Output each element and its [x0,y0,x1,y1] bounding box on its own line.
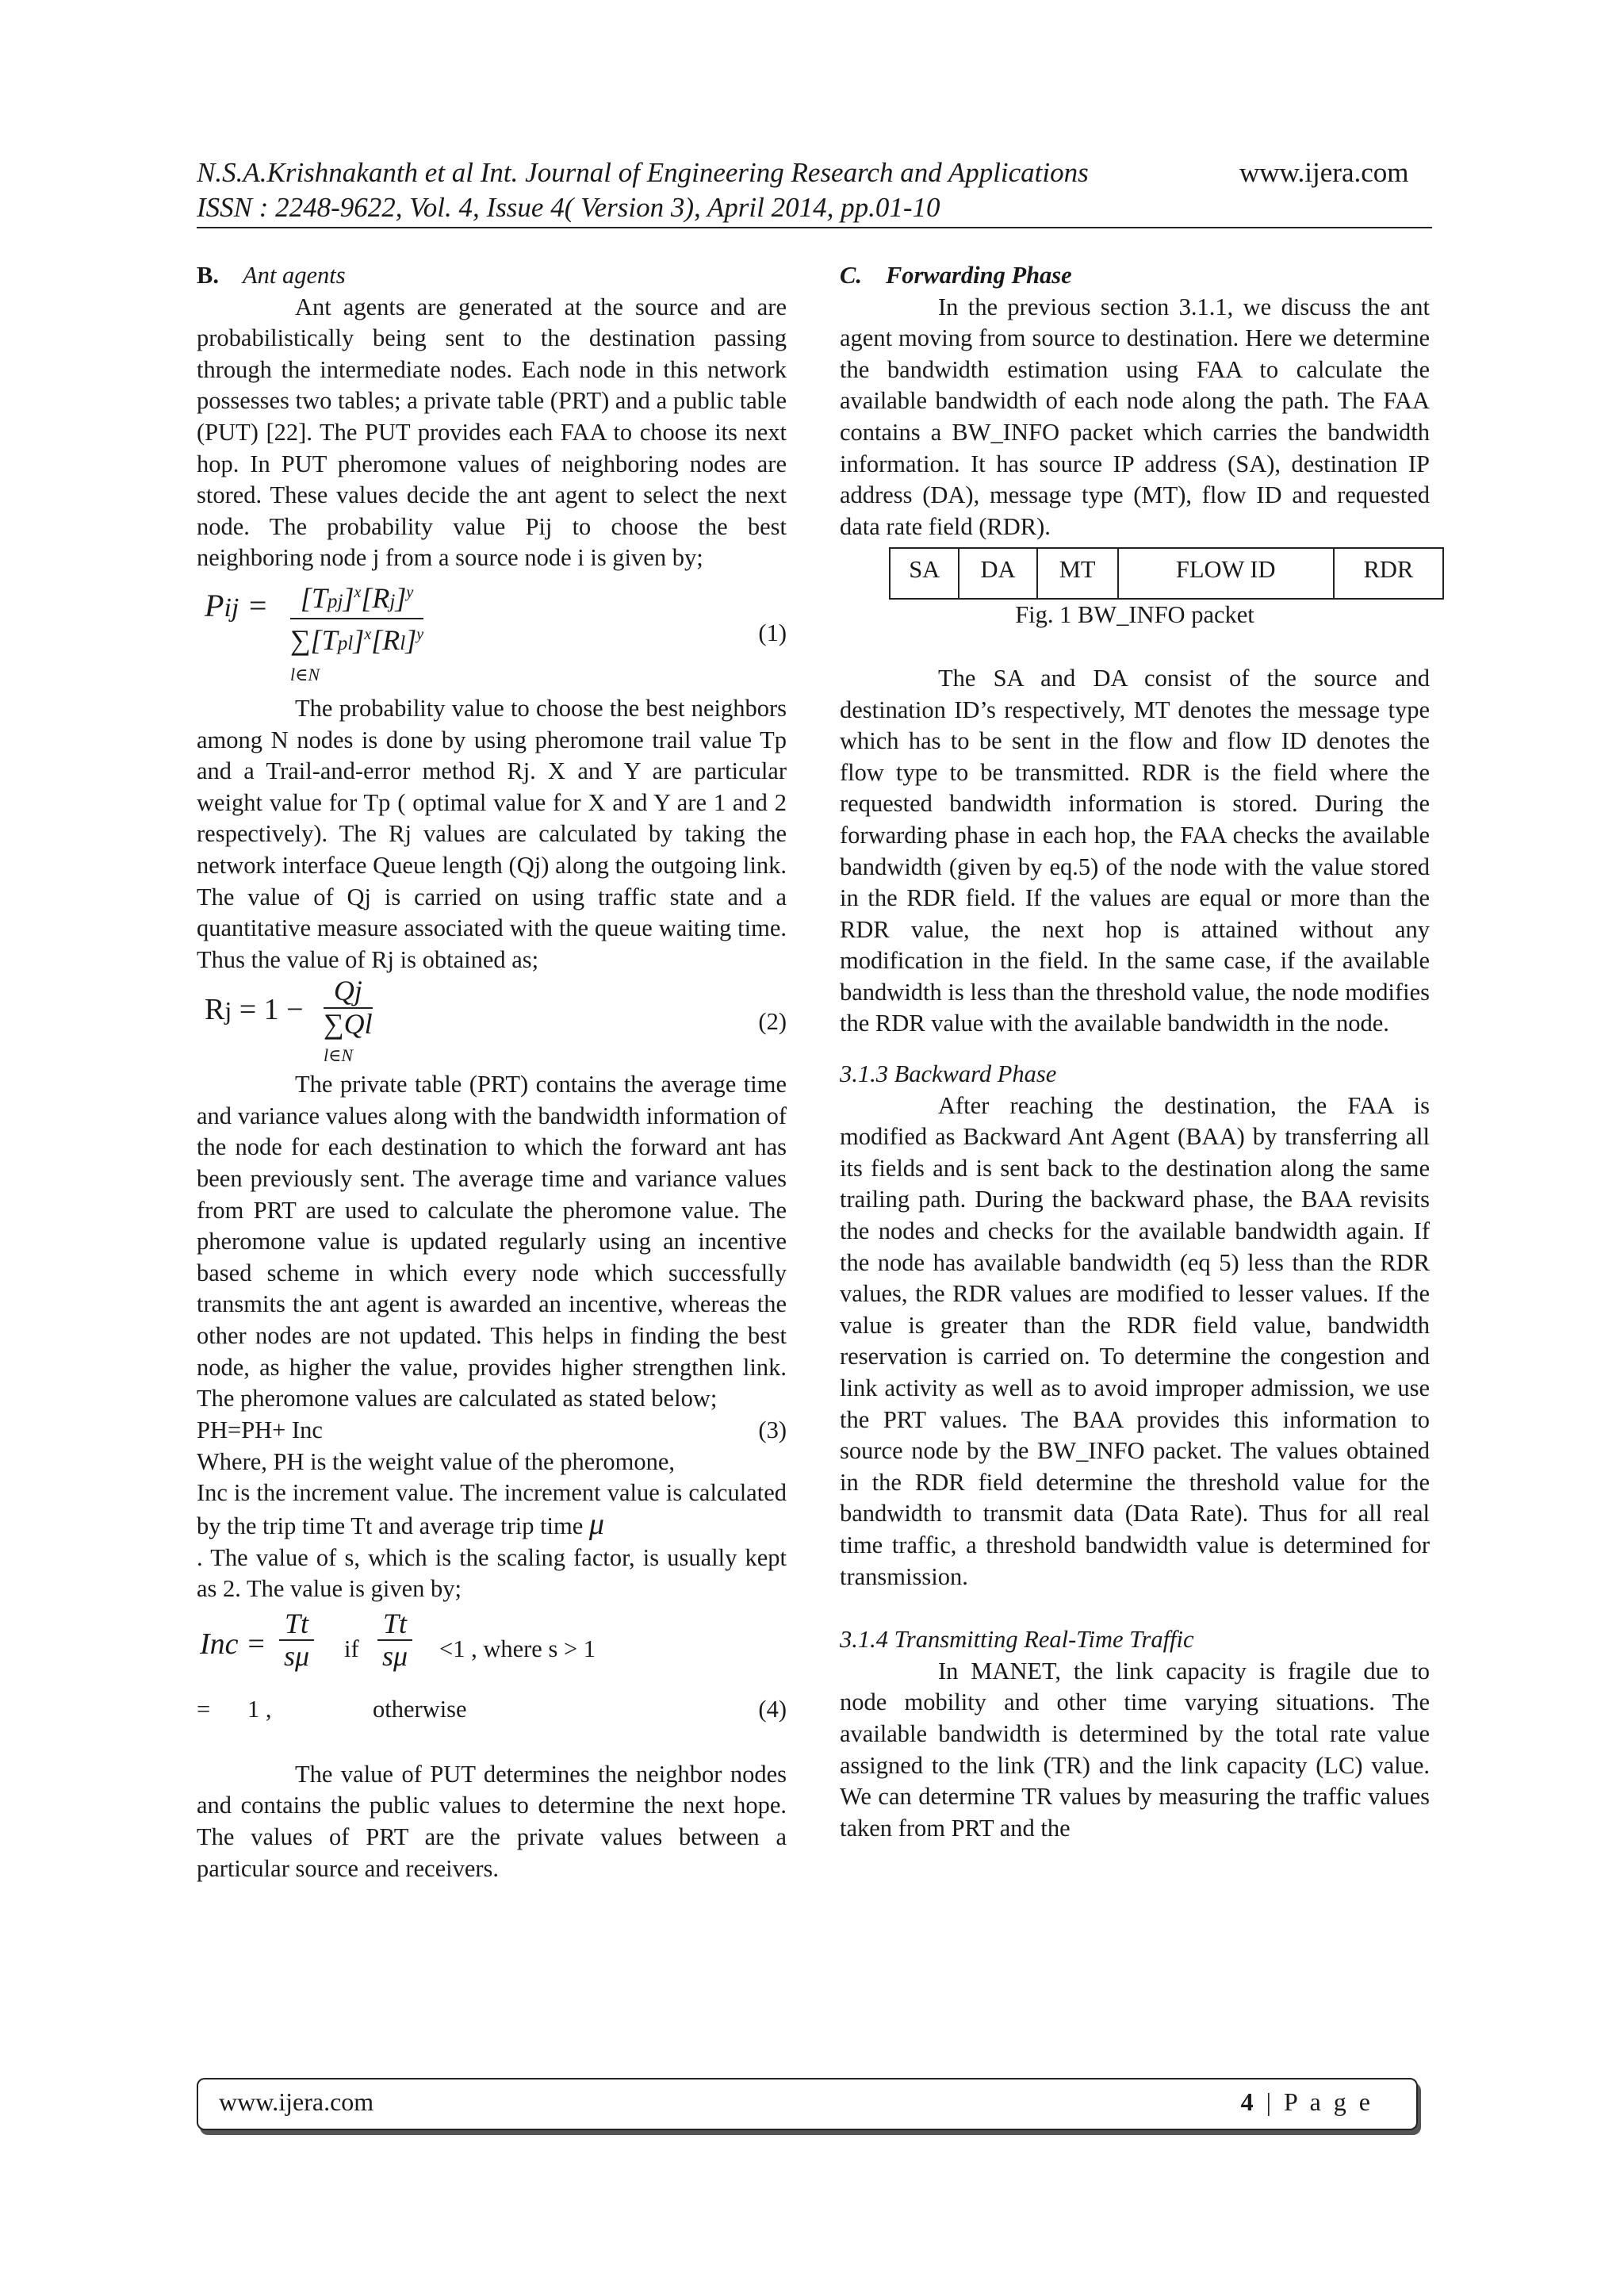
paragraph: After reaching the destination, the FAA is modified as Backward Ant Agent (BAA) by transferring all its fields and is sent back to the destination along the same trailing path. During the backward phase, the BAA revisits the nodes and checks for the available bandwidth again. If the node has available bandwidth (eq 5) less than the RDR values, the RDR values are modified to lesser values. If the value is greater than the RDR field value, bandwidth reservation is carried on. To determine the congestion and link activity as well as to avoid improper admission, we use the PRT values. The BAA provides this information to source node by the BW_INFO packet. The values obtained in the RDR field determine the threshold value for the bandwidth to transmit data (Data Rate). Thus for all real time traffic, a threshold bandwidth value is determined for transmission. [840,1091,1430,1590]
equation-2: Rj = 1 − Qj ∑Ql l∈N (2) [205,975,787,1066]
right-column [840,260,1430,1844]
header-rule [197,227,1432,228]
section-heading-real-time-traffic: 3.1.4 Transmitting Real-Time Traffic [840,1626,1194,1654]
paragraph: In MANET, the link capacity is fragile due to node mobility and other time varying situations. The available bandwidth is determined by the total rate value assigned to the link (TR) and the link capacity (LC) value. We can determine TR values by measuring the traffic values taken from PRT and the [840,1657,1430,1842]
header-url: www.ijera.com [1239,157,1409,188]
paragraph: The value of PUT determines the neighbor nodes and contains the public values to determine the next hope. The values of PRT are the private values between a particular source and receivers. [197,1760,787,1882]
page-number: 4 | P a g e [1240,2087,1373,2116]
paragraph: Inc is the increment value. The increment value is calculated by the trip time Tt and average trip time μ [197,1479,787,1541]
footer-url: www.ijera.com [219,2087,374,2116]
equation-1: Pij = $[Tpj]^x[Rj]^y$ $\sum[Tpl]^x[Rl]^y$ l∈N (1) [197,574,787,693]
equation-number: (3) [758,1416,787,1444]
journal-header-line1: N.S.A.Krishnakanth et al Int. Journal of Engineering Research and Applications [197,157,1089,188]
equation-number: (2) [758,1008,787,1036]
section-heading-backward-phase: 3.1.3 Backward Phase [840,1060,1057,1088]
paragraph: Ant agents are generated at the source and are probabilistically being sent to the destination passing through the intermediate nodes. Each node in this network possesses two tables; a private table (PRT) and a public table (PUT) [22]. The PUT provides each FAA to choose its next hop. In PUT pheromone values of neighboring nodes are stored. These values decide the ant agent to select the next node. The probability value Pij to choose the best neighboring node j from a source node i is given by; [197,293,787,572]
table-cell: FLOW ID [1118,548,1334,599]
table-cell: RDR [1334,548,1443,599]
equation-number: (1) [758,619,787,647]
paragraph: The SA and DA consist of the source and destination ID’s respectively, MT denotes the message type which has to be sent in the flow and flow ID denotes the flow type to be transmitted. RDR is the field where the requested bandwidth information is stored. During the forwarding phase in each hop, the FAA checks the available bandwidth (given by eq.5) of the node with the value stored in the RDR field. If the values are equal or more than the RDR value, the next hop is attained without any modification in the field. In the same case, if the available bandwidth is less than the threshold value, the node modifies the RDR value with the available bandwidth in the node. [840,664,1430,1037]
section-heading-ant-agents: B. Ant agents [197,262,346,289]
journal-header-line2: ISSN : 2248-9622, Vol. 4, Issue 4( Version 3), April 2014, pp.01-10 [197,192,940,223]
equation-3: PH=PH+ Inc (3) [197,1415,787,1447]
left-column [197,260,787,1884]
equation-4-otherwise: = 1 , otherwise (4) [197,1692,787,1727]
paragraph: In the previous section 3.1.1, we discuss the ant agent moving from source to destination. Here we determine the bandwidth estimation using FAA to calculate the available bandwidth of each node along the path. The FAA contains a BW_INFO packet which carries the bandwidth information. It has source IP address (SA), destination IP address (DA), message type (MT), flow ID and requested data rate field (RDR). [840,293,1430,540]
bw-info-table [889,547,1444,600]
equation-4: Inc = $\frac{Tt}{s\mu}$ if $\frac{Tt}{s\mu}$ <1 , where s > 1 [200,1607,596,1673]
paragraph: The private table (PRT) contains the average time and variance values along with the bandwidth information of the node for each destination to which the forward ant has been previously sent. The average time and variance values from PRT are used to calculate the pheromone value. The pheromone value is updated regularly using an incentive based scheme in which every node which successfully transmits the ant agent is awarded an incentive, whereas the other nodes are not updated. This helps in finding the best node, as higher the value, provides higher strengthen link. The pheromone values are calculated as stated below; [197,1071,787,1412]
table-cell: MT [1037,548,1118,599]
equation-number: (4) [758,1695,787,1723]
paragraph: Where, PH is the weight value of the pheromone, [197,1447,676,1475]
page-footer [197,2078,1418,2130]
paragraph: . The value of s, which is the scaling factor, is usually kept as 2. The value is given by; [197,1543,787,1603]
mu-symbol: μ [588,1508,604,1541]
figure-caption: Fig. 1 BW_INFO packet [1015,601,1254,629]
table-cell: DA [959,548,1036,599]
table-cell: SA [890,548,959,599]
section-heading-forwarding-phase: C. Forwarding Phase [840,262,1072,289]
paragraph: The probability value to choose the best neighbors among N nodes is done by using pheromone trail value Tp and a Trail-and-error method Rj. X and Y are particular weight value for Tp ( optimal value for X and Y are 1 and 2 respectively). The Rj values are calculated by taking the network interface Queue length (Qj) along the outgoing link. The value of Qj is carried on using traffic state and a quantitative measure associated with the queue waiting time. Thus the value of Rj is obtained as; [197,694,787,973]
